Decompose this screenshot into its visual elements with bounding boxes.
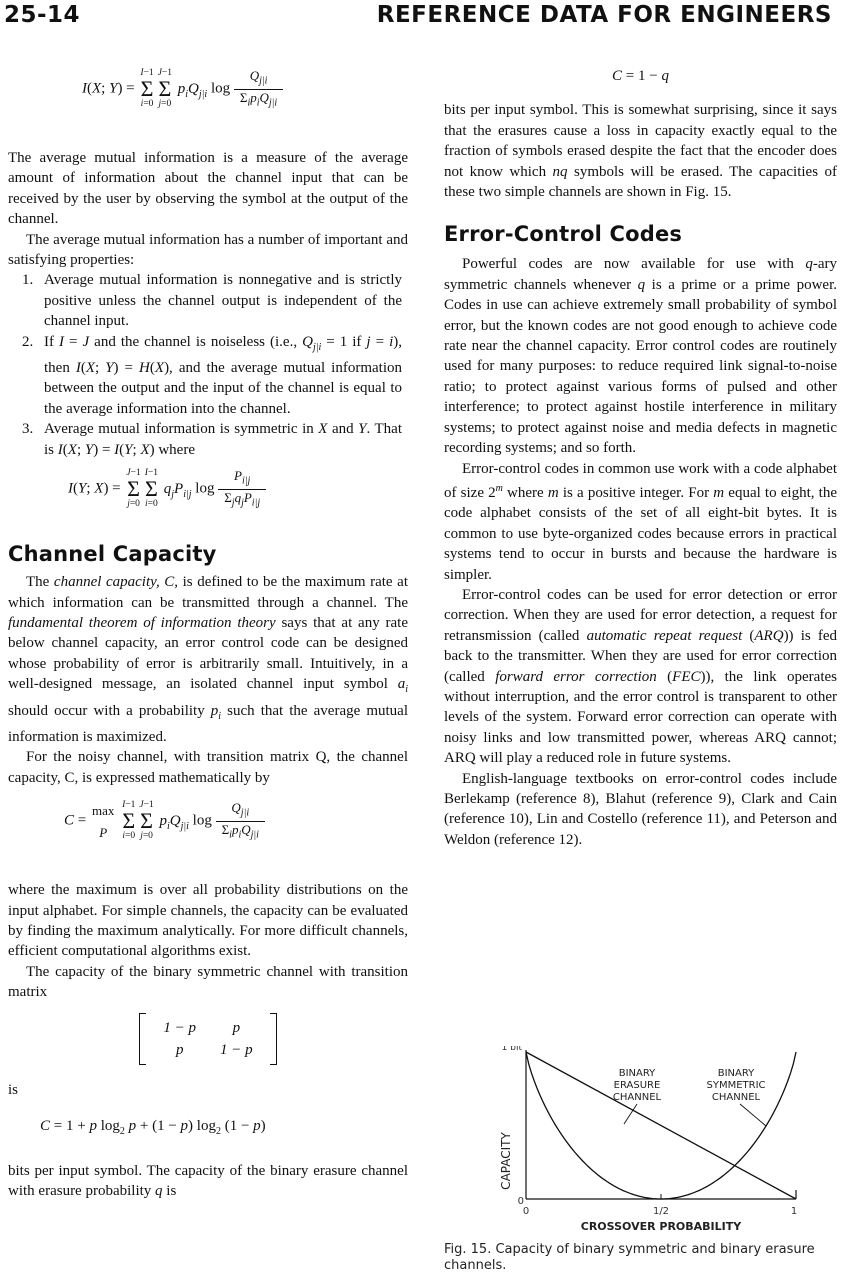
page-number: 25-14 <box>4 2 81 28</box>
erasure-label-line3: CHANNEL <box>612 1092 662 1103</box>
y-tick-top: 1 bit <box>501 1046 522 1053</box>
symmetric-label-line3: CHANNEL <box>711 1092 761 1103</box>
section-title-error-control-codes: Error-Control Codes <box>444 222 683 247</box>
paragraph: The capacity of the binary symmetric channel with transition matrix <box>8 963 408 1001</box>
x-axis-label: CROSSOVER PROBABILITY <box>580 1220 742 1233</box>
right-column <box>444 60 837 850</box>
paragraph: The channel capacity, C, is defined to be the maximum rate at which information can be transmitted through a channel. The fundamental theorem of information theory says that at any rate below channel capacity, an error control code can be designed whose probability of error is arbitrarily small. Intuitively, in a well-designed message, an isolated channel input symbol $a_i$ should occur with a probability $p_i$ such that the average mutual information is maximized. <box>8 574 408 745</box>
figure-15 <box>444 1046 837 1241</box>
section-title-channel-capacity: Channel Capacity <box>8 542 217 567</box>
list-item: 1. Average mutual information is nonnegative and is strictly positive unless the channel output is independent of the channel input. <box>22 272 402 330</box>
symmetric-label-pointer <box>740 1104 766 1126</box>
figure-caption: Fig. 15. Capacity of binary symmetric and binary erasure channels. <box>444 1242 815 1273</box>
x-tick-label-0: 0 <box>522 1206 530 1217</box>
symmetric-label-line1: BINARY <box>717 1068 755 1079</box>
list-item: 2. If I = J and the channel is noiseless (i.e., $Q_{j|i} = 1$ if j = i), then I(X; Y) = H(X), and the average mutual information between the output and the input of the channel is equal to the average information into the channel. <box>22 333 402 417</box>
equation-bsc-capacity: C = 1 + p $\log_2 p + (1 - p)$ $\log_2 (1 - p)$ <box>40 1118 266 1138</box>
equation-erasure-capacity: C = 1 − q <box>612 68 669 84</box>
equation-mutual-information: I(X; Y) = I−1 Σ i=0 J−1 Σ j=0 $p_iQ_{j|i}$ log $\frac{Q_{j|i}}{\Sigma_ip_iQ_{j|i}}$ <box>8 60 408 148</box>
erasure-channel-line <box>526 1052 796 1199</box>
erasure-label-line2: ERASURE <box>613 1080 661 1091</box>
paragraph: For the noisy channel, with transition matrix Q, the channel capacity, C, is expressed mathematically by <box>8 749 408 786</box>
y-tick-zero: 0 <box>517 1196 524 1207</box>
paragraph: bits per input symbol. This is somewhat surprising, since it says that the erasures cause a loss in capacity exactly equal to the fraction of symbols erased despite the fact that the encoder does not know which nq symbols will be erased. The capacities of these two simple channels are shown in Fig. 15. <box>444 102 837 201</box>
equation-symmetric-mutual-information: I(Y; X) = J−1 Σ j=0 I−1 Σ i=0 $q_jP_{i|j}$ log $\frac{P_{i|j}}{\Sigma_jq_jP_{i|j}}$ <box>8 460 408 538</box>
running-title: REFERENCE DATA FOR ENGINEERS <box>376 2 832 28</box>
paragraph: where the maximum is over all probability distributions on the input alphabet. For simple channels, the capacity can be evaluated by finding the maximum analytically. For more difficult channels, efficient computational algorithms exist. <box>8 882 408 960</box>
equation-channel-capacity: C = max P I−1 Σ i=0 J−1 Σ j=0 $p_iQ_{j|i}$ log $\frac{Q_{j|i}}{\Sigma_ip_iQ_{j|i}}$ <box>8 788 408 880</box>
page-header <box>0 0 846 36</box>
symmetric-label-line2: SYMMETRIC <box>706 1080 766 1091</box>
paragraph: Error-control codes can be used for error detection or error correction. When they are used for error detection, a request for retransmission (called automatic repeat request (ARQ)) is fed back to the transmitter. When they are used for error correction (called forward error correction (FEC)), the link operates without interruption, and the error control is transparent to other levels of the system. Forward error correction can operate with noisy links and low transmitted power, whereas ARQ cannot; ARQ will play a reduced role in future systems. <box>444 586 838 767</box>
properties-list <box>8 270 408 460</box>
paragraph: is <box>8 1081 19 1098</box>
paragraph: bits per input symbol. The capacity of the binary erasure channel with erasure probability q is <box>8 1162 408 1200</box>
capacity-chart <box>444 1046 837 1236</box>
paragraph: Error-control codes in common use work with a code alphabet of size 2$^m$ where m is a positive integer. For m equal to eight, the code alphabet consists of the set of all eight-bit bytes. It is common to use byte-organized codes because errors in practical systems tend to occur in bursts and because the hardware is simpler. <box>444 460 837 583</box>
erasure-label-line1: BINARY <box>618 1068 656 1079</box>
paragraph: The average mutual information is a measure of the average amount of information about the channel input that can be received by the user by observing the symbol at the output of the channel. <box>8 150 408 228</box>
x-tick-label-1: 1 <box>790 1206 798 1217</box>
left-column <box>8 60 408 1201</box>
paragraph: English-language textbooks on error-control codes include Berlekamp (reference 8), Blahut (reference 9), Clark and Cain (reference 10), Lin and Costello (reference 11), and Peterson and Weldon (reference 12). <box>444 770 837 848</box>
list-item: 3. Average mutual information is symmetric in X and Y. That is I(X; Y) = I(Y; X) where <box>22 421 403 458</box>
paragraph: The average mutual information has a number of important and satisfying properties: <box>8 231 408 269</box>
y-axis-label: CAPACITY <box>499 1132 513 1190</box>
transition-matrix: 1 − p p p 1 − p <box>8 1003 408 1080</box>
x-tick-label-half: 1/2 <box>652 1206 670 1217</box>
paragraph: Powerful codes are now available for use with q-ary symmetric channels whenever q is a prime or a prime power. Codes in use can achieve extremely small probability of symbol error, but the known codes are not good enough to achieve code rate near the channel capacity. Error control codes are routinely used for many purposes: to reduce required link signal-to-noise ratio; to protect against various forms of pulsed and other interference; to protect against hostile interference in military systems; to protect against noise and media defects in magnetic recording systems; and so forth. <box>444 256 837 457</box>
